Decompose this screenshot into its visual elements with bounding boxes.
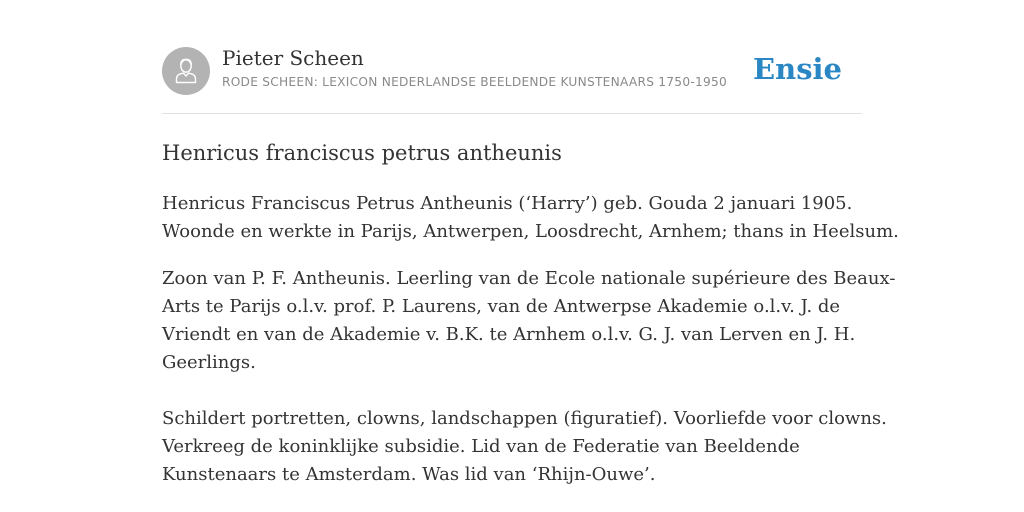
text-line: Zoon van P. F. Antheunis. Leerling van de Ecole nationale supérieure des Beaux-	[162, 268, 896, 289]
entry-title: Henricus franciscus petrus antheunis	[162, 141, 562, 165]
text-line: Verkreeg de koninklijke subsidie. Lid van de Federatie van Beeldende	[162, 436, 800, 457]
entry-body	[162, 190, 899, 489]
entry-header	[162, 46, 862, 96]
text-line: Henricus Franciscus Petrus Antheunis (‘Harry’) geb. Gouda 2 januari 1905.	[162, 193, 853, 214]
text-line: Schildert portretten, clowns, landschappen (figuratief). Voorliefde voor clowns.	[162, 408, 887, 429]
person-icon	[162, 47, 210, 95]
paragraph-spacer	[162, 246, 862, 265]
paragraph-spacer	[162, 377, 862, 405]
ensie-logo[interactable]: Ensie	[753, 52, 842, 86]
paragraph	[162, 265, 896, 377]
author-name[interactable]: Pieter Scheen	[222, 46, 364, 70]
text-line: Geerlings.	[162, 352, 256, 373]
paragraph	[162, 405, 887, 489]
text-line: Kunstenaars te Amsterdam. Was lid van ‘Rhijn-Ouwe’.	[162, 464, 656, 485]
text-line: Arts te Parijs o.l.v. prof. P. Laurens, van de Antwerpse Akademie o.l.v. J. de	[162, 296, 841, 317]
text-line: Vriendt en van de Akademie v. B.K. te Arnhem o.l.v. G. J. van Lerven en J. H.	[162, 324, 856, 345]
header-divider	[162, 113, 862, 114]
author-avatar[interactable]	[162, 47, 210, 95]
source-title[interactable]: RODE SCHEEN: LEXICON NEDERLANDSE BEELDENDE KUNSTENAARS 1750-1950	[222, 75, 727, 89]
text-line: Woonde en werkte in Parijs, Antwerpen, Loosdrecht, Arnhem; thans in Heelsum.	[162, 221, 899, 242]
paragraph	[162, 190, 899, 246]
